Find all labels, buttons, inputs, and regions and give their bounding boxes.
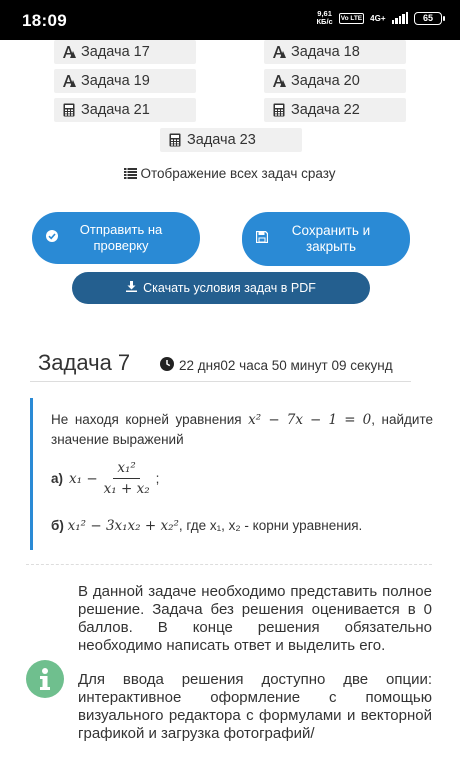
download-pdf-button[interactable]: Скачать условия задач в PDF <box>72 272 370 304</box>
calculator-icon <box>62 103 76 117</box>
section-divider <box>26 564 432 565</box>
check-circle-icon <box>46 229 58 247</box>
part-b: б) x₁² − 3x₁x₂ + x₂², где x₁, x₂ - корни уравнения. <box>51 518 363 534</box>
statement-text: Не находя корней уравнения x² − 7x − 1 = 0, найдите значение выражений <box>51 412 434 447</box>
calculator-icon <box>168 133 182 147</box>
task-button-22[interactable]: Задача 22 <box>264 98 406 122</box>
task-button-20[interactable]: Задача 20 <box>264 69 406 93</box>
task-button-21[interactable]: Задача 21 <box>54 98 196 122</box>
network-speed: 9,61 КБ/с <box>316 9 333 26</box>
network-type: 4G+ <box>370 13 386 23</box>
info-paragraph: Для ввода решения доступно две опции: интерактивное оформление с помощью визуального редактора с формулами и векторной графикой и загрузка фотографий/ <box>78 671 432 742</box>
problem-statement <box>30 398 434 550</box>
task-button-18[interactable]: Задача 18 <box>264 40 406 64</box>
clock-icon <box>160 357 174 374</box>
volte-icon: Vo LTE <box>340 14 363 22</box>
info-paragraph: В данной задаче необходимо представить полное решение. Задача без решения оценивается в 0 баллов. В конце решения обязательно необходимо написать ответ и выделить его. <box>78 583 432 654</box>
task-button-19[interactable]: Задача 19 <box>54 69 196 93</box>
task-title: Задача 7 <box>38 350 131 375</box>
info-icon <box>26 660 64 698</box>
task-timer: 22 дня02 часа 50 минут 09 секунд <box>160 357 393 374</box>
title-divider <box>30 381 411 382</box>
text-format-icon <box>272 45 286 59</box>
fraction: $\frac{\text{x₁²}}{\text{x₁ + x₂}}$ <box>103 460 150 497</box>
info-notice <box>78 583 432 759</box>
status-bar <box>0 0 460 40</box>
signal-icon <box>392 12 409 24</box>
text-format-icon <box>62 74 76 88</box>
calculator-icon <box>272 103 286 117</box>
download-icon <box>126 281 137 295</box>
equation: x² − 7x − 1 = 0 <box>248 412 372 428</box>
task-button-23[interactable]: Задача 23 <box>160 128 302 152</box>
save-and-close-button[interactable]: Сохранить и закрыть <box>242 212 410 266</box>
task-button-17[interactable]: Задача 17 <box>54 40 196 64</box>
text-format-icon <box>272 74 286 88</box>
save-icon <box>256 230 268 248</box>
battery-icon: 65 <box>414 12 442 25</box>
part-a: а) x₁ − $\frac{\text{x₁²}}{\text{x₁ + x₂}}$ ; <box>51 460 160 497</box>
list-icon <box>124 167 137 182</box>
status-time: 18:09 <box>22 11 67 30</box>
submit-for-review-button[interactable]: Отправить на проверку <box>32 212 200 264</box>
text-format-icon <box>62 45 76 59</box>
show-all-tasks-link[interactable]: Отображение всех задач сразу <box>0 166 460 182</box>
status-indicators <box>316 10 442 26</box>
